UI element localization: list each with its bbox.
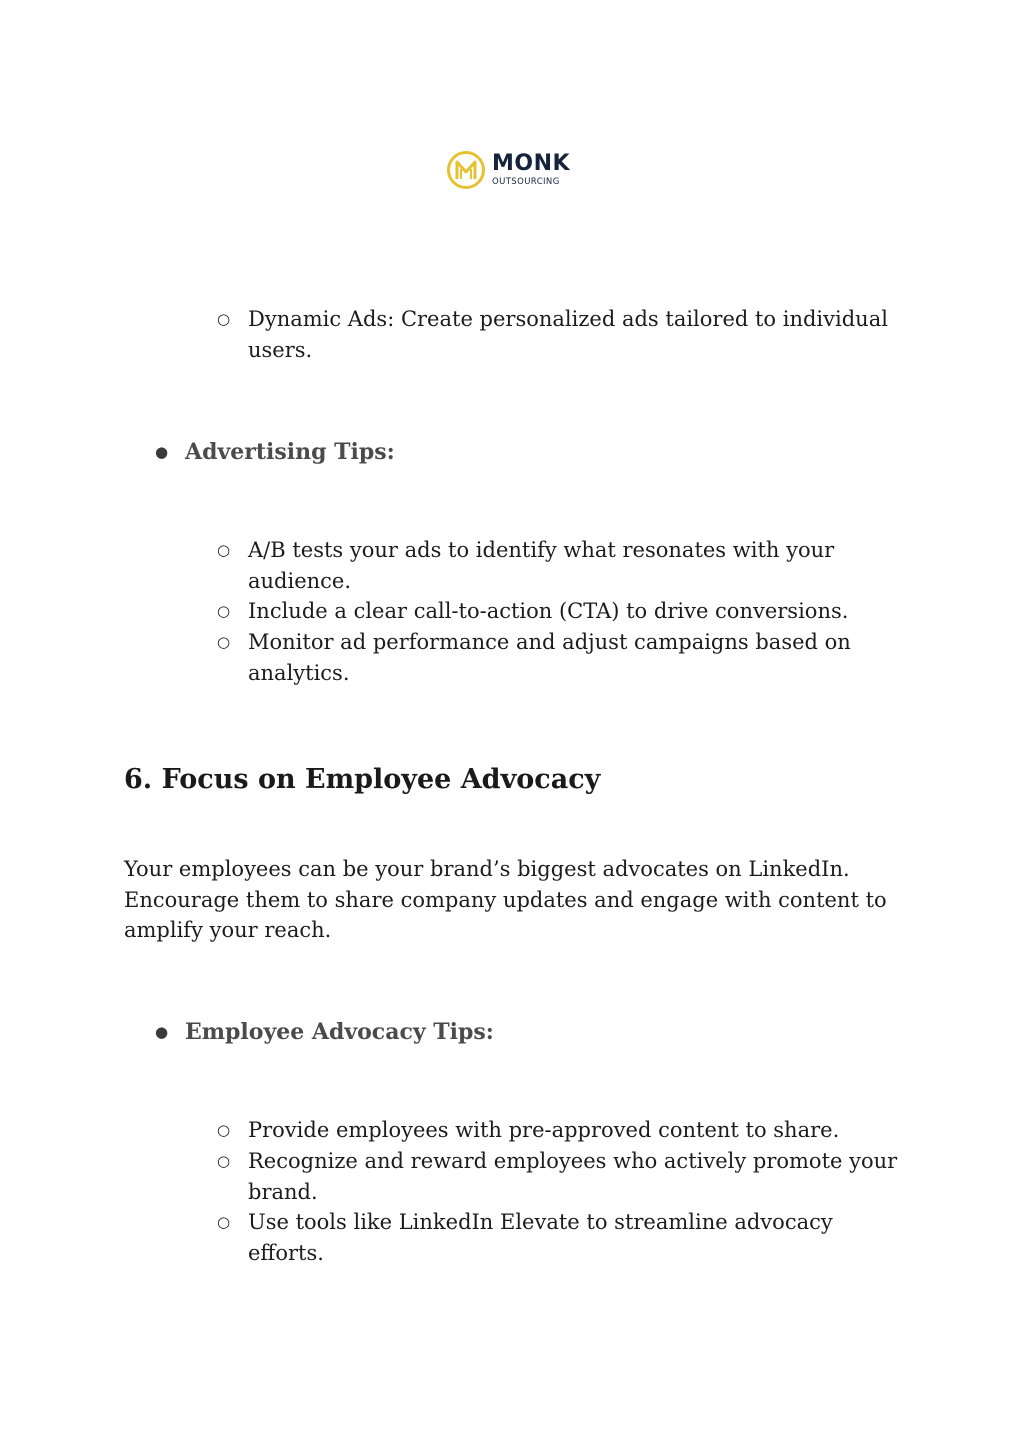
sub-bullet-icon: ○ bbox=[217, 541, 231, 559]
monk-emblem-icon bbox=[446, 150, 486, 190]
list-item: Dynamic Ads: Create personalized ads tailored to individual users. bbox=[248, 307, 888, 362]
main-bullet-icon: ● bbox=[155, 1023, 169, 1041]
section-heading: 6. Focus on Employee Advocacy bbox=[124, 764, 601, 795]
monk-outsourcing-logo bbox=[446, 150, 570, 190]
sub-bullet-icon: ○ bbox=[217, 602, 231, 620]
sub-bullet-icon: ○ bbox=[217, 1152, 231, 1170]
logo-name: MONK bbox=[492, 151, 571, 177]
sub-bullet-icon: ○ bbox=[217, 1213, 231, 1231]
list-item: Recognize and reward employees who actively promote your brand. bbox=[248, 1149, 898, 1204]
main-bullet-icon: ● bbox=[155, 443, 169, 461]
advertising-tips-heading: Advertising Tips: bbox=[185, 439, 395, 465]
employee-tips-heading: Employee Advocacy Tips: bbox=[185, 1019, 494, 1045]
list-item: Monitor ad performance and adjust campaigns based on analytics. bbox=[248, 630, 851, 685]
list-item: Use tools like LinkedIn Elevate to streamline advocacy efforts. bbox=[248, 1210, 833, 1265]
sub-bullet-icon: ○ bbox=[217, 633, 231, 651]
body-paragraph: Your employees can be your brand’s biggest advocates on LinkedIn. Encourage them to share company updates and engage with content to amplify your reach. bbox=[124, 857, 887, 942]
sub-bullet-icon: ○ bbox=[217, 310, 231, 328]
list-item: Include a clear call-to-action (CTA) to drive conversions. bbox=[248, 599, 849, 623]
list-item: A/B tests your ads to identify what resonates with your audience. bbox=[248, 538, 835, 593]
logo-subtitle: OUTSOURCING bbox=[492, 177, 560, 188]
sub-bullet-icon: ○ bbox=[217, 1121, 231, 1139]
list-item: Provide employees with pre-approved content to share. bbox=[248, 1118, 840, 1142]
